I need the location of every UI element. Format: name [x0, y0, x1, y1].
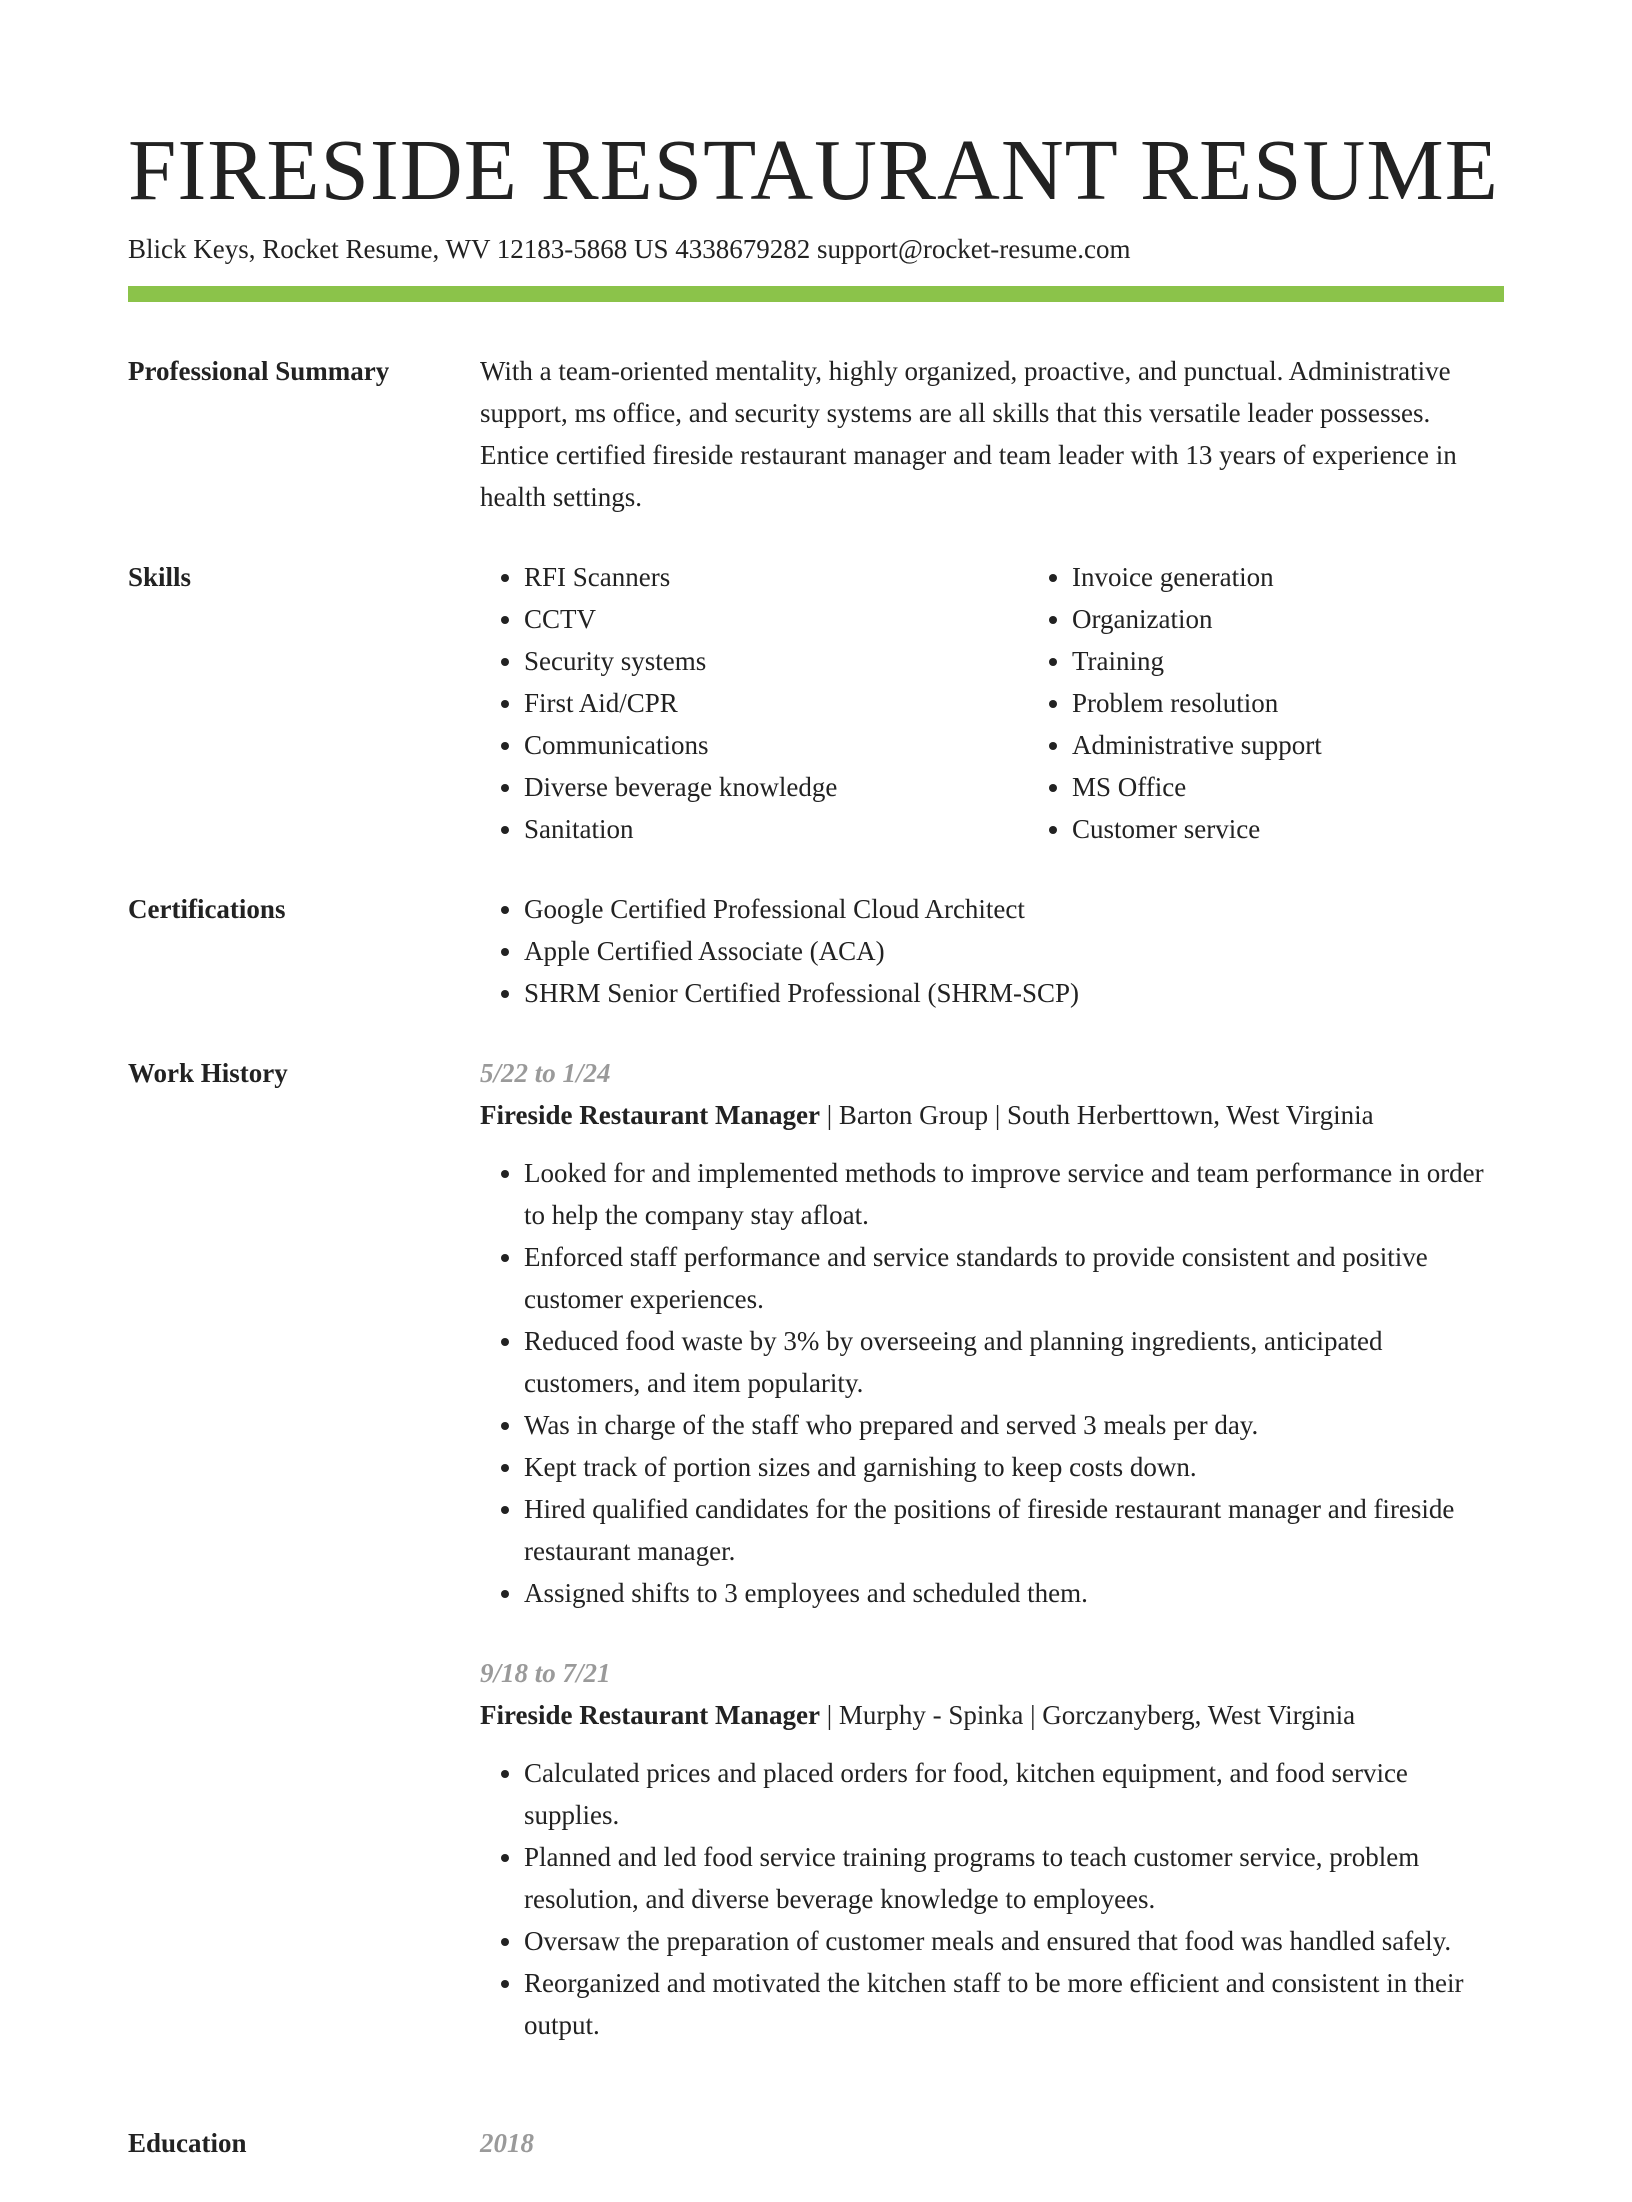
- skill-item: • First Aid/CPR: [524, 682, 1028, 724]
- section-label-work-history: Work History: [128, 1058, 288, 1088]
- job-dates: 5/22 to 1/24: [480, 1058, 611, 1088]
- job-bullet: • Enforced staff performance and service standards to provide consistent and positive customer experiences.: [524, 1236, 1504, 1320]
- job-bullet: • Looked for and implemented methods to improve service and team performance in order to help the company stay afloat.: [524, 1152, 1504, 1236]
- job-heading: [480, 1694, 1504, 1736]
- job-title: Fireside Restaurant Manager: [480, 1700, 820, 1730]
- job-bullets: [480, 1752, 1504, 2046]
- certification-item: • SHRM Senior Certified Professional (SHRM-SCP): [524, 972, 1504, 1014]
- skill-item: • MS Office: [1072, 766, 1576, 808]
- section-label-education: Education: [128, 2128, 247, 2158]
- job-bullet: • Oversaw the preparation of customer meals and ensured that food was handled safely.: [524, 1920, 1504, 1962]
- job-bullet: • Planned and led food service training programs to teach customer service, problem resolution, and diverse beverage knowledge to employees.: [524, 1836, 1504, 1920]
- job-details: | Barton Group | South Herberttown, West Virginia: [819, 1100, 1374, 1130]
- job-bullet: • Calculated prices and placed orders for food, kitchen equipment, and food service supplies.: [524, 1752, 1504, 1836]
- skill-item: • Customer service: [1072, 808, 1576, 850]
- skill-item: • Diverse beverage knowledge: [524, 766, 1028, 808]
- skill-item: • Administrative support: [1072, 724, 1576, 766]
- job-entry: [480, 1052, 1504, 1614]
- certifications-section: [128, 888, 1504, 1014]
- job-bullets: [480, 1152, 1504, 1614]
- skill-item: • Training: [1072, 640, 1576, 682]
- job-bullet: • Kept track of portion sizes and garnishing to keep costs down.: [524, 1446, 1504, 1488]
- job-bullet: • Reorganized and motivated the kitchen staff to be more efficient and consistent in their output.: [524, 1962, 1504, 2046]
- section-label-summary: Professional Summary: [128, 356, 390, 386]
- job-title: Fireside Restaurant Manager: [480, 1100, 820, 1130]
- skills-section: [128, 556, 1504, 850]
- education-section: [128, 2122, 1504, 2164]
- education-dates: 2018: [480, 2128, 534, 2158]
- accent-divider: [128, 286, 1504, 302]
- skill-item: • Communications: [524, 724, 1028, 766]
- job-heading: [480, 1094, 1504, 1136]
- job-entry: [480, 1652, 1504, 2046]
- job-dates: 9/18 to 7/21: [480, 1658, 611, 1688]
- resume-title: FIRESIDE RESTAURANT RESUME: [128, 121, 1499, 218]
- skill-item: • RFI Scanners: [524, 556, 1028, 598]
- contact-line: Blick Keys, Rocket Resume, WV 12183-5868 US 4338679282 support@rocket-resume.com: [128, 234, 1131, 264]
- job-details: | Murphy - Spinka | Gorczanyberg, West Virginia: [819, 1700, 1356, 1730]
- skill-item: • CCTV: [524, 598, 1028, 640]
- certification-item: • Google Certified Professional Cloud Architect: [524, 888, 1504, 930]
- certification-item: • Apple Certified Associate (ACA): [524, 930, 1504, 972]
- work-history-section: [128, 1052, 1504, 2084]
- professional-summary-section: [128, 350, 1504, 518]
- certifications-list: [480, 888, 1504, 1014]
- job-bullet: • Reduced food waste by 3% by overseeing and planning ingredients, anticipated customers, and item popularity.: [524, 1320, 1504, 1404]
- skill-item: • Problem resolution: [1072, 682, 1576, 724]
- resume-content: [128, 350, 1504, 2202]
- job-bullet: • Hired qualified candidates for the positions of fireside restaurant manager and fireside restaurant manager.: [524, 1488, 1504, 1572]
- job-bullet: • Was in charge of the staff who prepared and served 3 meals per day.: [524, 1404, 1504, 1446]
- job-bullet: • Assigned shifts to 3 employees and scheduled them.: [524, 1572, 1504, 1614]
- skills-list-right: [1028, 556, 1576, 850]
- skill-item: • Sanitation: [524, 808, 1028, 850]
- skill-item: • Organization: [1072, 598, 1576, 640]
- summary-text: With a team-oriented mentality, highly organized, proactive, and punctual. Administrative support, ms office, and security systems are all skills that this versatile leader possesses. Entice certified fireside restaurant manager and team leader with 13 years of experience in health settings.: [480, 356, 1457, 512]
- section-label-certifications: Certifications: [128, 894, 286, 924]
- section-label-skills: Skills: [128, 562, 192, 592]
- skill-item: • Security systems: [524, 640, 1028, 682]
- skill-item: • Invoice generation: [1072, 556, 1576, 598]
- skills-list-left: [480, 556, 1028, 850]
